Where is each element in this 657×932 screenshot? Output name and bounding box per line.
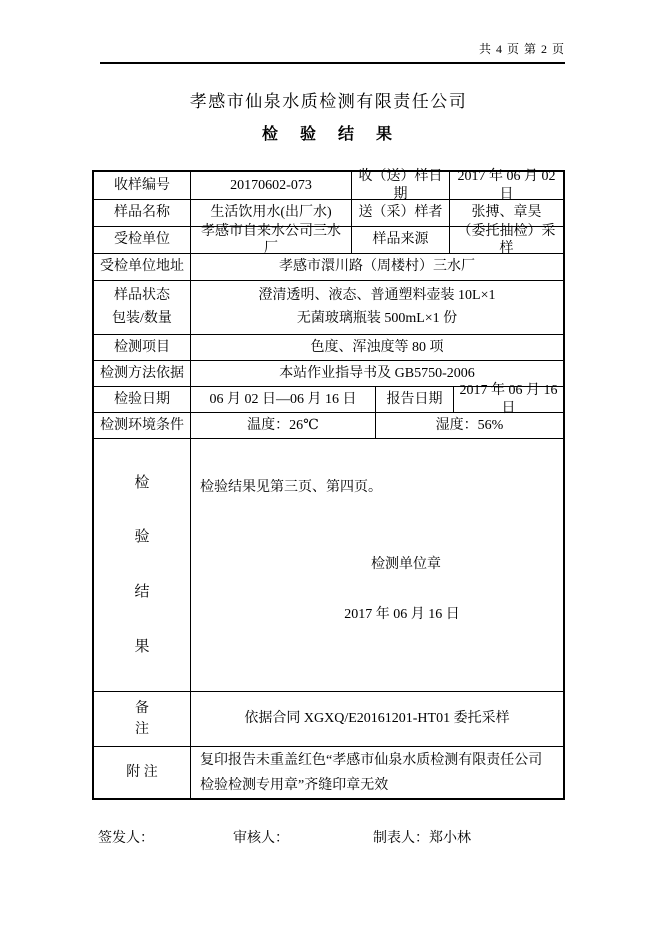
sample-status-line1: 澄清透明、液态、普通塑料壶装 10L×1 xyxy=(258,288,496,304)
table-row-test-date xyxy=(94,383,563,416)
inspected-unit-label: 受检单位 xyxy=(114,232,170,248)
sample-source-value: （委托抽检）采样 xyxy=(449,227,563,253)
company-title: 孝感市仙泉水质检测有限责任公司 xyxy=(189,92,468,111)
notes-label: 附 注 xyxy=(126,764,158,780)
sample-status-line2: 无菌玻璃瓶装 500mL×1 份 xyxy=(296,311,458,327)
address-value: 孝感市澴川路（周楼村）三水厂 xyxy=(190,254,563,280)
results-label-char3: 结 xyxy=(134,584,150,600)
environment-label: 检测环境条件 xyxy=(100,417,184,433)
reviewer-label: 审核人： xyxy=(233,831,289,846)
table-row-notes xyxy=(94,746,563,798)
sample-status-label-line1: 样品状态 xyxy=(114,288,170,304)
document-title: 检 验 结 果 xyxy=(261,126,395,143)
temperature-value: 温度：26℃ xyxy=(190,413,375,438)
table-row-receipt xyxy=(94,169,563,202)
remarks-label-char1: 备 xyxy=(135,701,149,716)
seal-placeholder-label: 检测单位章 xyxy=(371,557,441,572)
sample-status-value xyxy=(190,281,563,334)
table-row-sample-status xyxy=(94,280,563,334)
receive-date-label: 收（送）样日期 xyxy=(351,172,449,199)
sample-name-label: 样品名称 xyxy=(114,205,170,221)
report-date-label: 报告日期 xyxy=(375,387,453,412)
table-row-address xyxy=(94,253,563,280)
method-value: 本站作业指导书及 GB5750-2006 xyxy=(190,361,563,386)
test-date-label: 检验日期 xyxy=(114,391,170,407)
preparer-name: 郑小林 xyxy=(429,831,471,846)
test-items-label: 检测项目 xyxy=(114,339,170,355)
receipt-no-value: 20170602-073 xyxy=(190,172,351,199)
table-row-environment xyxy=(94,412,563,438)
table-row-results xyxy=(94,438,563,691)
notes-content: 复印报告未重盖红色“孝感市仙泉水质检测有限责任公司检验检测专用章”齐缝印章无效 xyxy=(190,747,563,798)
results-label-char4: 果 xyxy=(134,638,150,655)
table-row-test-items xyxy=(94,334,563,360)
receipt-no-label: 收样编号 xyxy=(114,177,170,193)
results-label-char1: 检 xyxy=(134,474,150,491)
results-label xyxy=(94,439,190,691)
test-items-value: 色度、浑浊度等 80 项 xyxy=(190,335,563,360)
report-table xyxy=(92,170,565,800)
report-date-value: 2017 年 06 月 16 日 xyxy=(453,387,563,412)
remarks-label-char2: 注 xyxy=(135,721,149,737)
sampler-label: 送（采）样者 xyxy=(351,200,449,226)
method-label: 检测方法依据 xyxy=(100,365,184,381)
inspected-unit-value: 孝感市自来水公司三水厂 xyxy=(190,227,351,253)
sample-source-label: 样品来源 xyxy=(351,227,449,253)
page-number: 共 4 页 第 2 页 xyxy=(478,42,565,56)
preparer-field xyxy=(373,827,471,847)
results-label-char2: 验 xyxy=(134,529,150,546)
table-row-inspected-unit xyxy=(94,223,563,256)
results-content xyxy=(190,439,563,691)
page-header-rule xyxy=(100,40,565,64)
sample-status-label xyxy=(94,281,190,334)
receive-date-value: 2017 年 06 月 02 日 xyxy=(449,172,563,199)
preparer-label: 制表人： xyxy=(373,831,429,846)
results-note: 检验结果见第三页、第四页。 xyxy=(200,480,382,495)
remarks-label xyxy=(94,692,190,746)
sample-status-label-line2: 包装/数量 xyxy=(112,311,172,327)
humidity-value: 湿度：56% xyxy=(375,413,563,438)
sample-name-value: 生活饮用水(出厂水) xyxy=(190,200,351,226)
sampler-value: 张搏、章昊 xyxy=(449,200,563,226)
results-date: 2017 年 06 月 16 日 xyxy=(344,607,460,622)
address-label: 受检单位地址 xyxy=(100,259,184,275)
issuer-label: 签发人： xyxy=(98,831,154,846)
remarks-content: 依据合同 XGXQ/E20161201-HT01 委托采样 xyxy=(190,692,563,746)
table-row-remarks xyxy=(94,691,563,746)
test-date-value: 06 月 02 日—06 月 16 日 xyxy=(190,387,375,412)
